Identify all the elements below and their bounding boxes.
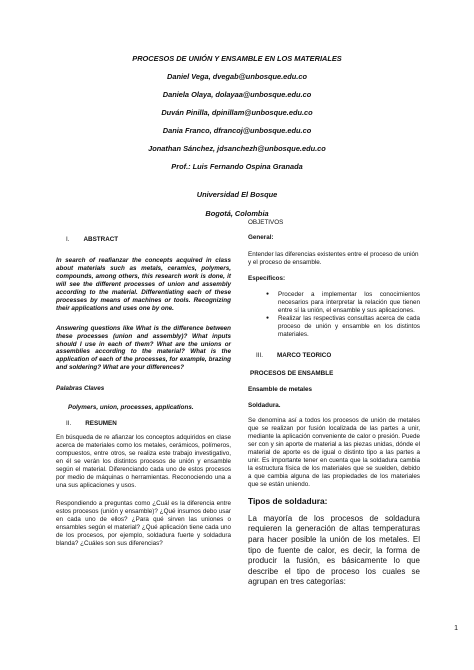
list-item: ● Proceder a implementar los conocimientos necesarios para interpretar la relación que tienen entre sí la unión, el ensamble y sus aplicaciones. [278, 291, 420, 315]
page-number: 1 [454, 625, 458, 632]
resumen-paragraph: Respondiendo a preguntas como ¿Cuál es la diferencia entre estos procesos (unión y ensamble)? ¿Qué insumos debo usar en cada uno de ellos? ¿Para qué sirven las uniones o ensambles según el material? ¿Qué aplicación tiene cada uno de los procesos, por ejemplo, soldadura fuerte y soldadura blanda? ¿Cuáles son sus diferencias? [56, 499, 231, 547]
city-line: Bogotá, Colombia [205, 209, 269, 218]
procesos-title: PROCESOS DE ENSAMBLE [250, 370, 334, 378]
objetivos-title: OBJETIVOS [248, 219, 284, 226]
left-column [56, 236, 231, 548]
soldadura-title: Soldadura. [248, 402, 281, 410]
section-title: MARCO TEORICO [277, 352, 332, 360]
abstract-paragraph: Answering questions like What is the difference between these processes (union and assembly)? What inputs should I use in each of them? What are the unions or assemblies according to the material? What is the application of each of the processes, for example, brazing and soldering? What are your differences? [56, 324, 231, 372]
professor-line: Prof.: Luis Fernando Ospina Granada [171, 162, 303, 171]
marco-heading [256, 352, 420, 360]
ensamble-metales-title: Ensamble de metales [248, 386, 313, 394]
resumen-paragraph: En búsqueda de re afianzar los conceptos adquiridos en clase acerca de materiales como los metales, cerámicos, polímeros, compuestos, entre otros, se realiza este trabajo investigativo, en él se verán los distintos procesos de unión y ensamble según el material. Diferenciando cada uno de estos procesos por medio de máquinas o herramientas. Reconociendo una a una sus aplicaciones y usos. [56, 434, 231, 489]
general-title: General: [248, 233, 274, 241]
institution-line: Universidad El Bosque [196, 190, 278, 199]
keywords-text: Polymers, union, processes, applications. [68, 404, 194, 412]
soldadura-text: Se denomina así a todos los procesos de unión de metales que se realizan por fusión localizada de las partes a unir, mediante la aplicación conveniente de calor o presión. Puede ser con y sin aporte de material a las piezas unidas, dónde el material de aporte es de igual o distinto tipo a las partes a unir. Es importante tener en cuenta que la soldadura cambia la estructura física de los materiales que se suelden, debido a que cambia alguna de las propiedades de los materiales que se están uniendo. [248, 417, 420, 488]
abstract-heading [66, 236, 231, 244]
tipos-title: Tipos de soldadura: [248, 495, 328, 506]
keywords-title: Palabras Claves [56, 385, 105, 393]
section-title: RESUMEN [85, 420, 117, 428]
author-line: Jonathan Sánchez, jdsanchezh@unbosque.edu.co [148, 144, 326, 153]
list-item: ● Realizar las respectivas consultas acerca de cada proceso de unión y ensamble en los distintos materiales. [278, 315, 420, 339]
abstract-paragraph: In search of reafianzar the concepts acquired in class about materials such as metals, ceramics, polymers, compounds, among others, this research work is done, it will see the different processes of union and assembly according to the material. Differentiating each of these processes by means of machines or tools. Recognizing their applications and uses one by one. [56, 256, 231, 312]
tipos-text: La mayoría de los procesos de soldadura requieren la generación de altas temperaturas para hacer posible la unión de los metales. El tipo de fuente de calor, es decir, la forma de producir la fusión, es básicamente lo que describe el tipo de proceso los cuales se agrupan en tres categorías: [248, 513, 420, 587]
author-line: Daniel Vega, dvegab@unbosque.edu.co [167, 72, 307, 81]
author-line: Duván Pinilla, dpinillam@unbosque.edu.co [161, 108, 313, 117]
resumen-heading [66, 420, 231, 428]
especificos-list [248, 291, 420, 339]
author-line: Daniela Olaya, dolayaa@unbosque.edu.co [162, 90, 312, 99]
section-title: ABSTRACT [83, 236, 119, 243]
general-text: Entender las diferencias existentes entre el proceso de unión y el proceso de ensamble. [248, 250, 419, 266]
right-column [248, 219, 420, 588]
author-line: Dania Franco, dfrancoj@unbosque.edu.co [162, 126, 312, 135]
especificos-title: Específicos: [248, 274, 286, 282]
section-number: III. [256, 352, 263, 360]
paper-title: PROCESOS DE UNIÓN Y ENSAMBLE EN LOS MATERIALES [132, 54, 342, 63]
section-number: I. [66, 236, 70, 243]
section-number: II. [66, 420, 72, 428]
